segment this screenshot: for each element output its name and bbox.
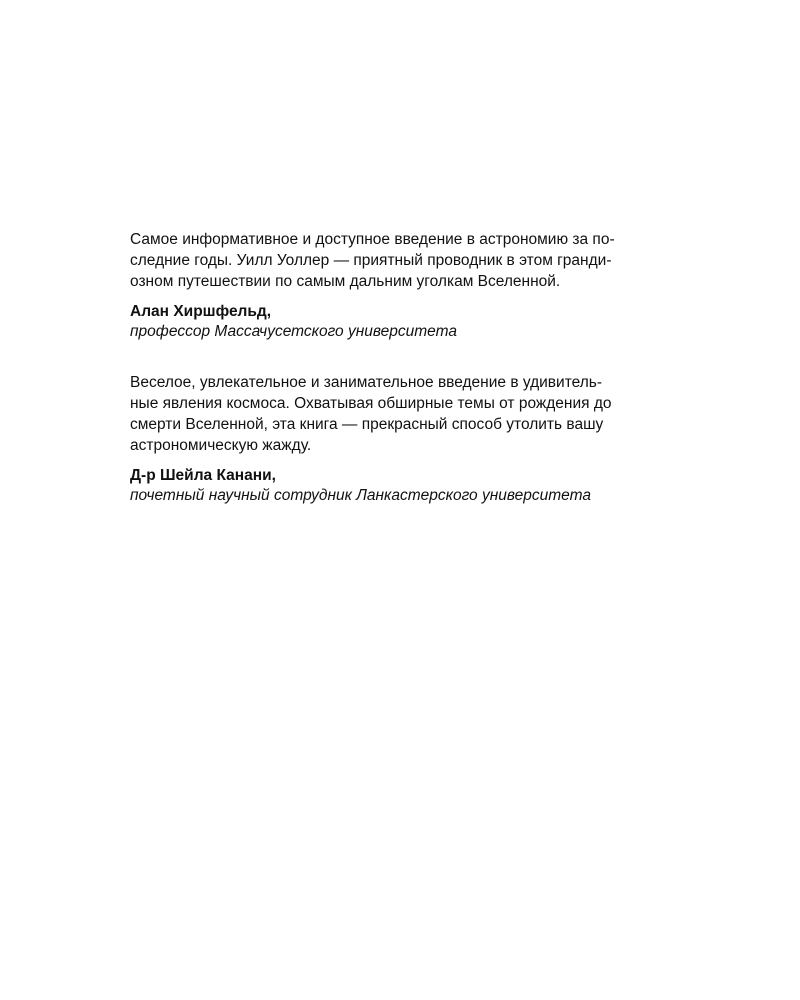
quote-line: озном путешествии по самым дальним уголкам Вселенной. bbox=[130, 273, 561, 290]
testimonial-author: Алан Хиршфельд, bbox=[130, 303, 272, 320]
testimonial-hirshfeld bbox=[130, 229, 690, 342]
quote-line: астрономическую жажду. bbox=[130, 437, 312, 454]
testimonial-author-role: почетный научный сотрудник Ланкастерского университета bbox=[130, 487, 591, 504]
praise-page bbox=[130, 229, 690, 506]
testimonial-quote bbox=[130, 229, 690, 292]
testimonial-quote bbox=[130, 372, 690, 456]
testimonial-kanani bbox=[130, 372, 690, 506]
quote-line: ные явления космоса. Охватывая обширные темы от рождения до bbox=[130, 395, 612, 412]
quote-line: Самое информативное и доступное введение в астрономию за по- bbox=[130, 231, 615, 248]
quote-line: следние годы. Уилл Уоллер — приятный проводник в этом гранди- bbox=[130, 252, 612, 269]
testimonial-author-role: профессор Массачусетского университета bbox=[130, 323, 457, 340]
quote-line: Веселое, увлекательное и занимательное введение в удивитель- bbox=[130, 374, 603, 391]
testimonial-author: Д-р Шейла Канани, bbox=[130, 467, 276, 484]
quote-line: смерти Вселенной, эта книга — прекрасный способ утолить вашу bbox=[130, 416, 604, 433]
